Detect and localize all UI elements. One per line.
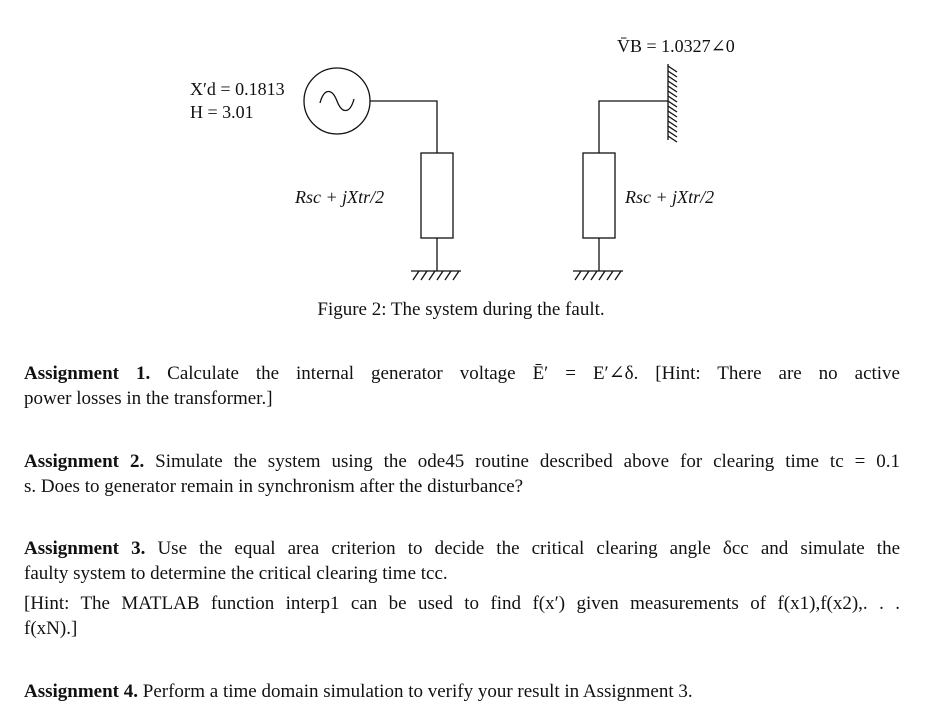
right-wire [599,101,668,153]
infinite-bus-hatch [668,66,677,142]
hatch-mark [668,121,677,127]
inertia-label: H = 3.01 [190,102,254,122]
assignment-2 [24,449,900,499]
assignment-4 [24,679,900,704]
assignment-3-line-1: Use the equal area criterion to decide the critical clearing angle δcc and simulate the [157,538,901,559]
hatch-mark [668,86,677,92]
hatch-mark [668,111,677,117]
right-impedance-label: Rsc + jXtr/2 [625,187,715,207]
hatch-mark [668,116,677,122]
hatch-mark [668,91,677,97]
assignment-3 [24,536,900,641]
assignment-2-line-1: Simulate the system using the ode45 routine described above for clearing time tc = 0.1 [155,451,900,472]
right-impedance-box [583,153,615,238]
left-impedance-label: Rsc + jXtr/2 [295,187,385,207]
hatch-mark [668,81,677,87]
hatch-mark [668,101,677,107]
generator-sine-icon [320,91,354,110]
right-ground-icon [573,271,623,280]
assignment-1 [24,361,900,411]
assignment-3-hint-line-2: f(xN).] [24,618,78,639]
assignment-1-line-1: Calculate the internal generator voltage Ē′ = E′∠δ. [Hint: There are no active [167,363,900,384]
assignment-2-line-2: s. Does to generator remain in synchronism after the disturbance? [24,476,524,497]
left-ground-icon [411,271,461,280]
hatch-mark [668,76,677,82]
assignment-4-title: Assignment 4. [24,681,139,702]
left-impedance-box [421,153,453,238]
assignment-3-title: Assignment 3. [24,538,146,559]
xd-label: X′d = 0.1813 [190,79,285,99]
circuit-diagram [0,0,932,300]
assignment-1-title: Assignment 1. [24,363,151,384]
hatch-mark [668,106,677,112]
hatch-mark [668,126,677,132]
assignment-4-line-1: Perform a time domain simulation to verify your result in Assignment 3. [142,681,693,702]
assignment-3-line-2: faulty system to determine the critical clearing time tcc. [24,563,448,584]
figure-caption: Figure 2: The system during the fault. [317,299,605,320]
hatch-mark [668,66,677,72]
assignment-2-title: Assignment 2. [24,451,145,472]
left-wire [370,101,437,153]
hatch-mark [668,131,677,137]
hatch-mark [668,136,677,142]
assignment-3-hint-line-1: [Hint: The MATLAB function interp1 can be used to find f(x′) given measurements of f(x1),f(x2),. . . [24,593,900,614]
assignment-1-line-2: power losses in the transformer.] [24,388,273,409]
hatch-mark [668,71,677,77]
vb-label: V̄B = 1.0327∠0 [617,36,735,56]
hatch-mark [668,96,677,102]
